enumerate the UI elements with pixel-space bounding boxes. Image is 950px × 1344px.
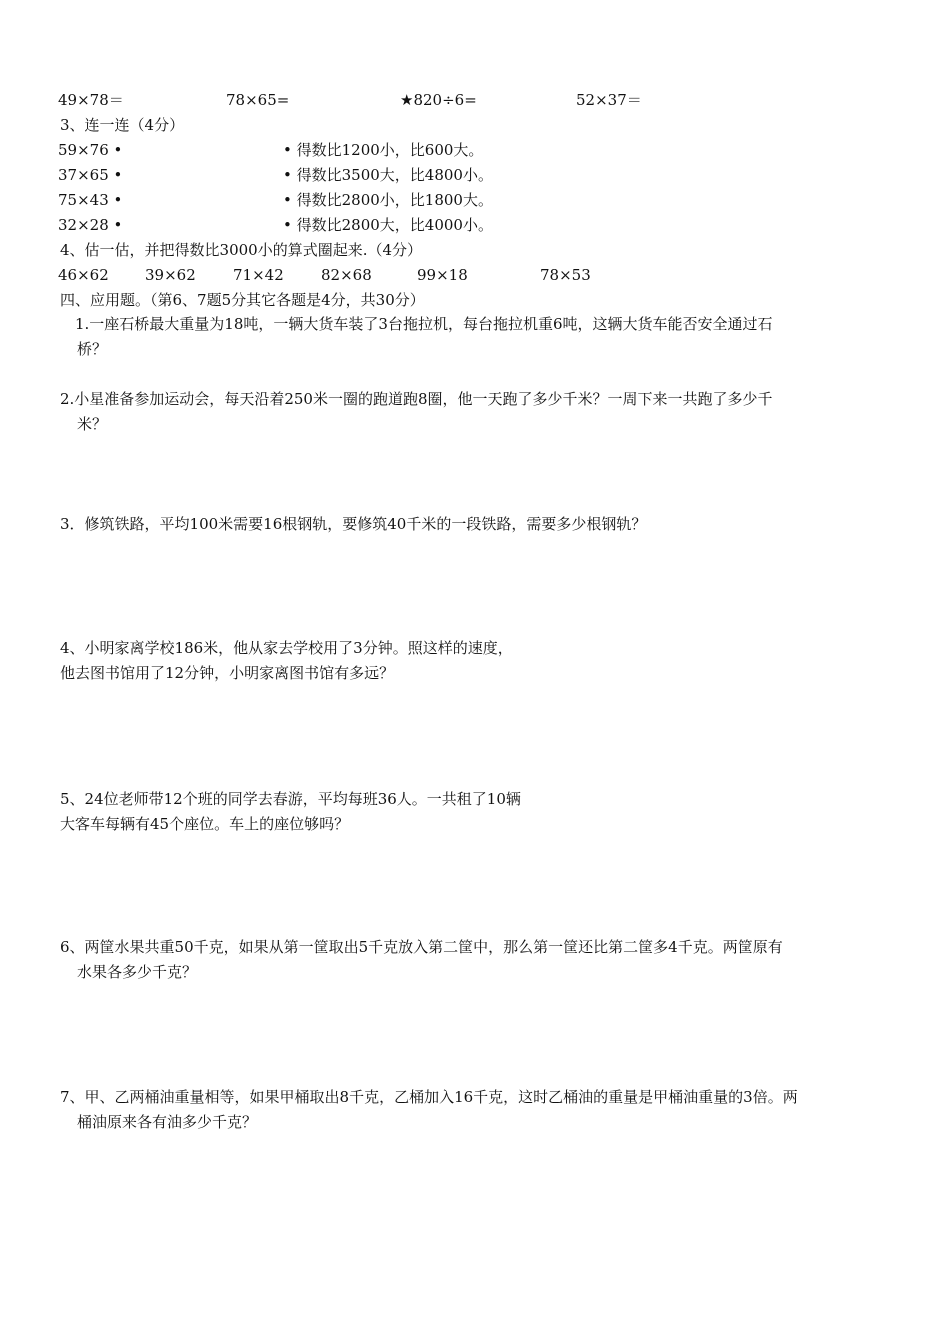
problem-text-cont: 大客车每辆有45个座位。车上的座位够吗？: [60, 815, 350, 833]
estimate-item: 78×53: [540, 266, 591, 284]
matching-left-item: 75×43 •: [58, 191, 123, 209]
section3-title: 3、连一连（4分）: [60, 116, 185, 134]
section4-title: 4、估一估，并把得数比3000小的算式圈起来.（4分）: [60, 241, 423, 259]
estimate-item: 39×62: [145, 266, 196, 284]
problem-text: 3．修筑铁路，平均100米需要16根钢轨，要修筑40千米的一段铁路，需要多少根钢轨？: [60, 515, 647, 533]
problem-7: [60, 1085, 900, 1135]
problem-text-cont: 桶油原来各有油多少千克？: [77, 1113, 258, 1131]
matching-right-item: • 得数比1200小，比600大。: [283, 141, 484, 159]
matching-left-item: 37×65 •: [58, 166, 123, 184]
matching-right-item: • 得数比2800小，比1800大。: [283, 191, 493, 209]
estimate-item: 99×18: [417, 266, 468, 284]
matching-left-item: 59×76 •: [58, 141, 123, 159]
problem-4: [60, 636, 900, 686]
problem-text: 5、24位老师带12个班的同学去春游，平均每班36人。一共租了10辆: [60, 790, 521, 808]
problem-text: 2.小星准备参加运动会，每天沿着250米一圈的跑道跑8圈，他一天跑了多少千米？一周下来一共跑了多少千: [60, 390, 773, 408]
problem-1: [75, 312, 905, 362]
calc-item: 52×37＝: [576, 91, 642, 109]
problem-5: [60, 787, 900, 837]
problem-text: 6、两筐水果共重50千克，如果从第一筐取出5千克放入第二筐中，那么第一筐还比第二筐多4千克。两筐原有: [60, 938, 783, 956]
matching-right-item: • 得数比3500大，比4800小。: [283, 166, 493, 184]
problem-text-cont: 水果各多少千克？: [77, 963, 198, 981]
problem-text-cont: 桥？: [77, 340, 108, 358]
estimate-item: 71×42: [233, 266, 284, 284]
calc-item: 78×65=: [226, 91, 290, 109]
estimate-item: 82×68: [321, 266, 372, 284]
problem-text: 1.一座石桥最大重量为18吨，一辆大货车装了3台拖拉机，每台拖拉机重6吨，这辆大货车能否安全通过石: [75, 315, 773, 333]
part4-title: 四、应用题。（第6、7题5分其它各题是4分，共30分）: [60, 291, 425, 309]
estimate-item: 46×62: [58, 266, 109, 284]
problem-3: [60, 512, 900, 537]
calc-item: ★820÷6=: [400, 91, 477, 109]
matching-left-item: 32×28 •: [58, 216, 123, 234]
calc-item: 49×78＝: [58, 91, 124, 109]
problem-6: [60, 935, 900, 985]
problem-text-cont: 米？: [77, 415, 108, 433]
matching-right-item: • 得数比2800大，比4000小。: [283, 216, 493, 234]
problem-text: 4、小明家离学校186米，他从家去学校用了3分钟。照这样的速度，: [60, 639, 513, 657]
problem-2: [60, 387, 900, 437]
problem-text: 7、甲、乙两桶油重量相等，如果甲桶取出8千克，乙桶加入16千克，这时乙桶油的重量是甲桶油重量的3倍。两: [60, 1088, 798, 1106]
problem-text-cont: 他去图书馆用了12分钟，小明家离图书馆有多远？: [60, 664, 395, 682]
